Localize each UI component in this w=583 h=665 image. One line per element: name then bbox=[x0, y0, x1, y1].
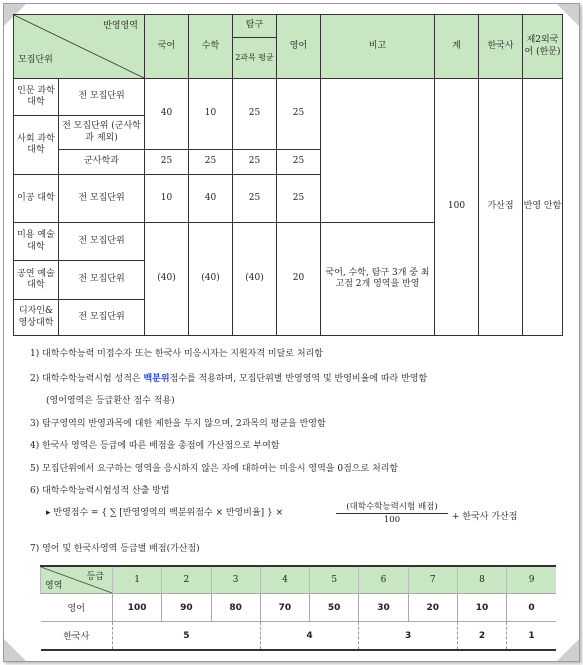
header-korean: 국어 bbox=[145, 15, 189, 79]
english-score: 30 bbox=[359, 594, 408, 622]
header-area: 반영영역 bbox=[103, 21, 138, 31]
inquiry-weight: 25 bbox=[233, 150, 277, 175]
english-weight: 20 bbox=[277, 223, 321, 336]
english-weight: 25 bbox=[277, 175, 321, 223]
formula-lead: ▸ 반영점수 = { ∑ [반영영역의 백분위점수 × 반영비율] } × bbox=[46, 508, 284, 518]
note-3: 3) 탐구영역의 반영과목에 대한 제한을 두지 않으며, 2과목의 평균을 반영함 bbox=[30, 419, 326, 429]
header-total: 계 bbox=[435, 15, 479, 79]
history-score: 2 bbox=[457, 622, 506, 651]
note-7: 7) 영어 및 한국사영역 등급별 배점(가산점) bbox=[30, 544, 200, 554]
history-score: 5 bbox=[113, 622, 261, 651]
header-unit: 모집단위 bbox=[18, 54, 53, 65]
formula-numerator: (대학수학능력시험 배점) bbox=[336, 500, 448, 514]
english-score: 50 bbox=[310, 594, 359, 622]
math-weight: 25 bbox=[189, 150, 233, 175]
korean-weight: 25 bbox=[145, 150, 189, 175]
grade-header: 4 bbox=[260, 566, 309, 594]
grade-header: 6 bbox=[359, 566, 408, 594]
formula-fraction bbox=[336, 500, 448, 525]
korean-weight: 10 bbox=[145, 175, 189, 223]
korean-weight: (40) bbox=[145, 223, 189, 336]
header-second-language: 제2외국어 (한문) bbox=[523, 15, 563, 79]
english-score: 10 bbox=[457, 594, 506, 622]
grade-header: 2 bbox=[162, 566, 211, 594]
english-score: 0 bbox=[507, 594, 556, 622]
history-row-label: 한국사 bbox=[41, 622, 113, 651]
header-remarks: 비고 bbox=[321, 15, 435, 79]
remarks-empty bbox=[321, 79, 435, 223]
english-score: 80 bbox=[211, 594, 260, 622]
inquiry-weight: (40) bbox=[233, 223, 277, 336]
total-cell: 100 bbox=[435, 79, 479, 336]
unit-cell: 전 모집단위 (군사학과 제외) bbox=[59, 116, 145, 150]
note-6: 6) 대학수학능력시험성적 산출 방법 bbox=[30, 486, 170, 496]
header-math: 수학 bbox=[189, 15, 233, 79]
unit-cell: 전 모집단위 bbox=[59, 223, 145, 261]
english-row-label: 영어 bbox=[41, 594, 113, 622]
unit-cell: 전 모집단위 bbox=[59, 79, 145, 116]
page-corner-fold bbox=[557, 639, 579, 661]
inquiry-weight: 25 bbox=[233, 175, 277, 223]
english-score: 20 bbox=[408, 594, 457, 622]
grade-corner-cell bbox=[41, 566, 113, 594]
corner-area-label: 영역 bbox=[45, 581, 63, 591]
grade-header: 8 bbox=[457, 566, 506, 594]
unit-cell: 전 모집단위 bbox=[59, 261, 145, 300]
score-weight-table bbox=[13, 14, 563, 336]
unit-cell: 군사학과 bbox=[59, 150, 145, 175]
college-cell: 공연 예술 대학 bbox=[14, 261, 59, 300]
korean-weight: 40 bbox=[145, 79, 189, 150]
english-score: 90 bbox=[162, 594, 211, 622]
college-cell: 이공 대학 bbox=[14, 175, 59, 223]
header-english: 영어 bbox=[277, 15, 321, 79]
grade-score-table bbox=[40, 565, 556, 651]
unit-cell: 전 모집단위 bbox=[59, 300, 145, 336]
note-1: 1) 대학수학능력 미접수자 또는 한국사 미응시자는 지원자격 미달로 처리함 bbox=[30, 349, 323, 359]
unit-cell: 전 모집단위 bbox=[59, 175, 145, 223]
math-weight: (40) bbox=[189, 223, 233, 336]
note-2: 2) 대학수학능력시험 성적은 백분위점수를 적용하며, 모집단위별 반영영역 및 반영비율에 따라 반영함 bbox=[30, 374, 428, 384]
header-inquiry: 탐구 bbox=[233, 15, 277, 38]
grade-header: 9 bbox=[507, 566, 556, 594]
english-weight: 25 bbox=[277, 79, 321, 150]
grade-header: 3 bbox=[211, 566, 260, 594]
second-language-cell: 반영 안함 bbox=[523, 79, 563, 336]
history-score: 4 bbox=[260, 622, 359, 651]
english-score: 100 bbox=[113, 594, 162, 622]
formula-tail: + 한국사 가산점 bbox=[452, 512, 518, 522]
highlight-percentile: 백분위 bbox=[143, 374, 170, 384]
korean-history-cell: 가산점 bbox=[479, 79, 523, 336]
note-4: 4) 한국사 영역은 등급에 따른 배점을 총점에 가산점으로 부여함 bbox=[30, 441, 280, 451]
header-diagonal-cell bbox=[14, 15, 145, 79]
page-corner-fold bbox=[4, 639, 26, 661]
math-weight: 10 bbox=[189, 79, 233, 150]
college-cell: 미용 예술 대학 bbox=[14, 223, 59, 261]
college-cell: 사회 과학 대학 bbox=[14, 116, 59, 175]
formula-denominator: 100 bbox=[383, 515, 401, 525]
note-5: 5) 모집단위에서 요구하는 영역을 응시하지 않은 자에 대하여는 미응시 영역을 0점으로 처리함 bbox=[30, 464, 399, 474]
inquiry-weight: 25 bbox=[233, 79, 277, 150]
grade-header: 5 bbox=[310, 566, 359, 594]
note-2b: (영어영역은 등급환산 점수 적용) bbox=[46, 396, 175, 406]
math-weight: 40 bbox=[189, 175, 233, 223]
history-score: 3 bbox=[359, 622, 458, 651]
remarks-cell: 국어, 수학, 탐구 3개 중 최고점 2개 영역을 반영 bbox=[321, 223, 435, 336]
header-inquiry-sub: 2과목 평균 bbox=[233, 38, 277, 79]
grade-header: 7 bbox=[408, 566, 457, 594]
grade-header: 1 bbox=[113, 566, 162, 594]
header-korean-history: 한국사 bbox=[479, 15, 523, 79]
corner-grade-label: 등급 bbox=[86, 572, 104, 582]
college-cell: 인문 과학 대학 bbox=[14, 79, 59, 116]
history-score: 1 bbox=[507, 622, 556, 651]
english-weight: 25 bbox=[277, 150, 321, 175]
college-cell: 디자인& 영상대학 bbox=[14, 300, 59, 336]
english-score: 70 bbox=[260, 594, 309, 622]
